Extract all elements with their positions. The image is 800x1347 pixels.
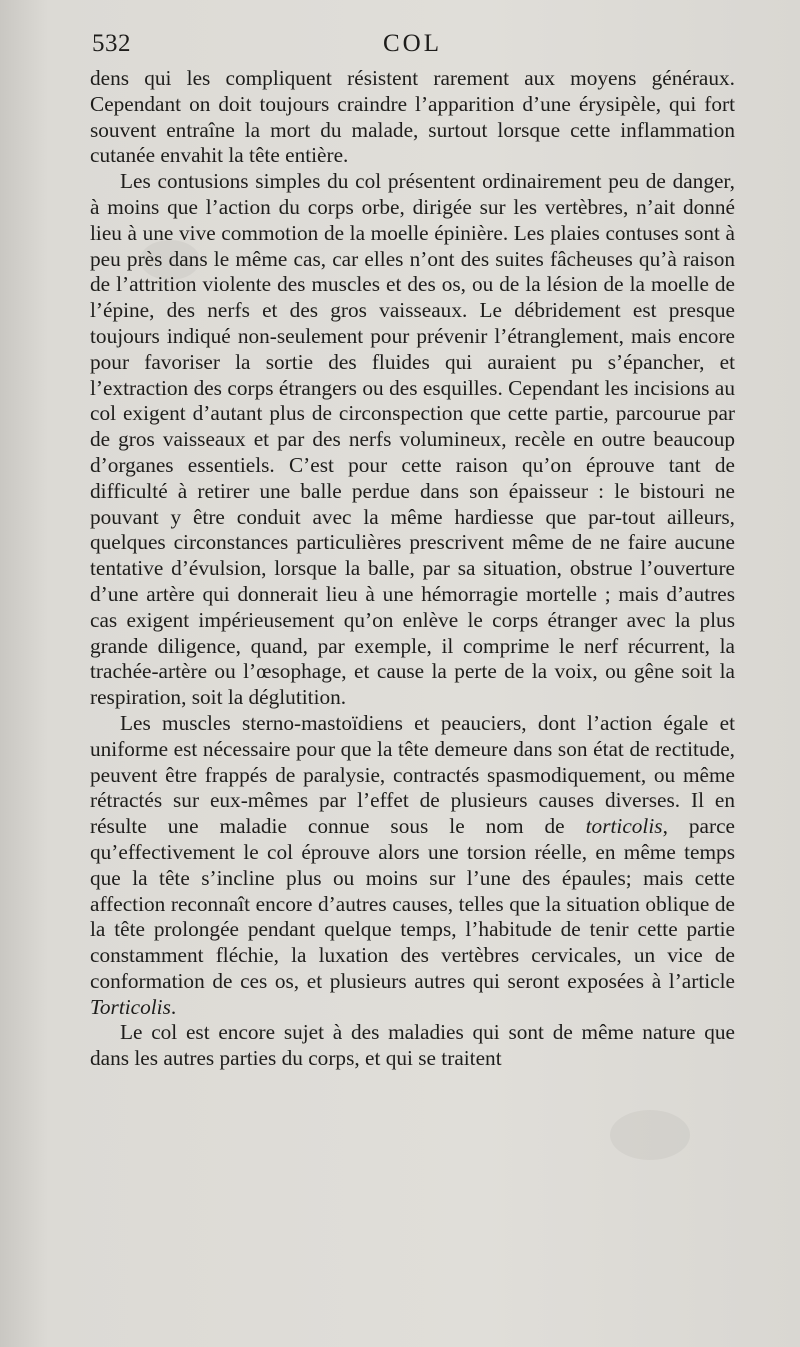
page-number: 532 <box>92 30 131 57</box>
paragraph-other-diseases: Le col est encore sujet à des maladies qui sont de même nature que dans les autres parties du corps, et qui se traitent <box>90 1020 735 1071</box>
paragraph-text: . <box>170 994 177 1019</box>
paragraph-continuation: dens qui les compliquent résistent rarement aux moyens généraux. Cependant on doit toujours craindre l’apparition d’une érysipèle, qui fort souvent entraîne la mort du malade, surtout lorsque cette inflammation cutanée envahit la tête entière. <box>90 66 735 168</box>
running-head: COL <box>383 30 442 57</box>
paragraph-text: , parce qu’effectivement le col éprouve alors une torsion réelle, en même temps que la tête s’incline plus ou moins sur l’une des épaules; mais cette affection reconnaît encore d’autres causes, telles que la situation oblique de la tête prolongée pendant quelque temps, l’habitude de tenir cette partie constamment fléchie, la luxation des vertèbres cervicales, un vice de conformation de ces os, et plusieurs autres qui seront exposées à l’article <box>90 814 735 993</box>
paper-stain <box>610 1110 690 1160</box>
paragraph-contusions: Les contusions simples du col présentent ordinairement peu de danger, à moins que l’action du corps orbe, dirigée sur les vertèbres, n’ait donné lieu à une vive commotion de la moelle épinière. Les plaies contuses sont à peu près dans le même cas, car elles n’ont des suites fâcheuses qu’à raison de l’attrition violente des muscles et des os, ou de la lésion de la moelle de l’épine, des nerfs et des gros vaisseaux. Le débridement est presque toujours indiqué non-seulement pour prévenir l’étranglement, mais encore pour favoriser la sortie des fluides qui auraient pu s’épancher, et l’extraction des corps étrangers ou des esquilles. Cependant les incisions au col exigent d’autant plus de circonspection que cette partie, parcourue par de gros vaisseaux et par des nerfs volumineux, recèle en outre beaucoup d’organes essentiels. C’est pour cette raison qu’on éprouve tant de difficulté à retirer une balle perdue dans son épaisseur : le bistouri ne pouvant y être conduit avec la même hardiesse que par-tout ailleurs, quelques circonstances particulières prescrivent même de ne faire aucune tentative d’évulsion, lorsque la balle, par sa situation, obstrue l’ouverture d’une artère qui donnerait lieu à une hémorragie mortelle ; mais d’autres cas exigent impérieusement qu’on enlève le corps étranger avec la plus grande diligence, quand, par exemple, il comprime le nerf récurrent, la trachée-artère ou l’œsophage, et cause la perte de la voix, ou gêne soit la respiration, soit la déglutition. <box>90 169 735 710</box>
paragraph-torticolis <box>90 711 735 1021</box>
italic-term: torticolis <box>585 814 663 839</box>
italic-term: Torticolis <box>90 994 171 1019</box>
page-header <box>90 30 735 70</box>
paragraph-text: Les muscles sterno-mastoïdiens et peauciers, dont l’action égale et uniforme est nécessaire pour que la tête demeure dans son état de rectitude, peuvent être frappés de paralysie, contractés spasmodiquement, ou même rétractés sur eux-mêmes par l’effet de plusieurs causes diverses. Il en résulte une maladie connue sous le nom de <box>90 710 735 839</box>
body-text <box>90 66 735 1072</box>
